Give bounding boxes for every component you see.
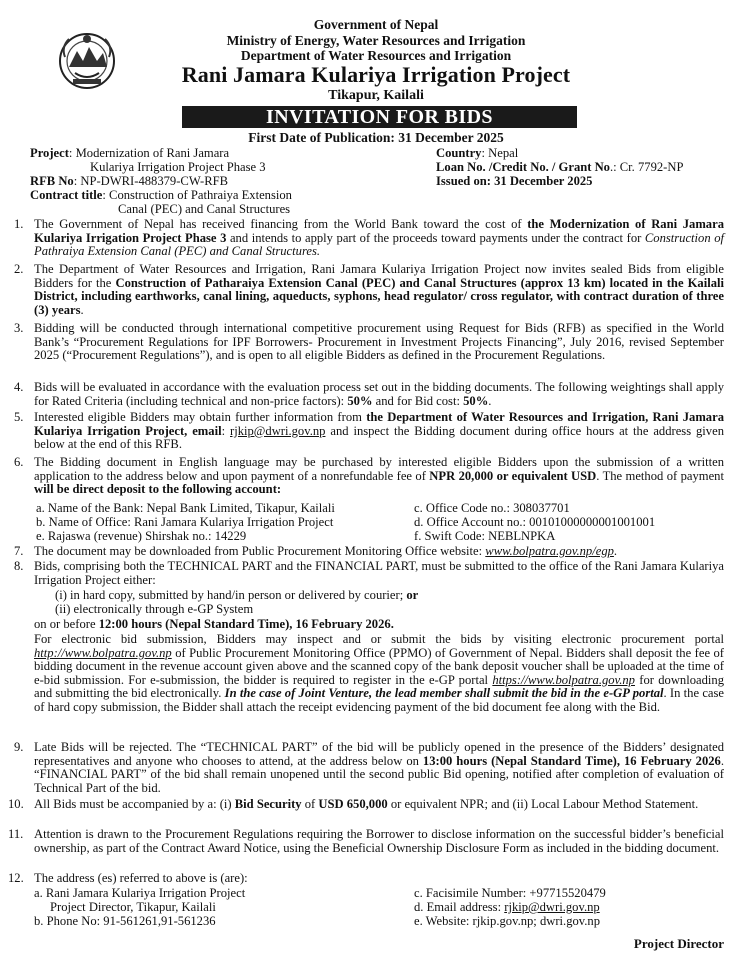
paragraph-9: Late Bids will be rejected. The “TECHNICAL PART” of the bid will be publicly opened in the presence of the Bidders’ designated representatives and anyone who chooses to attend, at the address below on 13:00 hours (Nepal Standard Time), 16 February 2026. “FINANCIAL PART” of the bid shall remain unopened until the second public Bid opening, notified after completion of evaluation of Technical Part of the bid. xyxy=(34,740,725,795)
office-name: b. Name of Office: Rani Jamara Kulariya Irrigation Project xyxy=(36,515,334,529)
p2-number: 2. xyxy=(14,262,24,276)
p10-number: 10. xyxy=(8,797,24,811)
p8-number: 8. xyxy=(14,559,24,573)
revenue-no: e. Rajaswa (revenue) Shirshak no.: 14229 xyxy=(36,529,247,543)
publication-date: First Date of Publication: 31 December 2025 xyxy=(248,130,504,145)
p1-number: 1. xyxy=(14,217,24,231)
paragraph-7: The document may be downloaded from Public Procurement Monitoring Office website: www.bolpatra.gov.np/egp. xyxy=(34,544,618,558)
p12-number: 12. xyxy=(8,871,24,885)
option-electronic: (ii) electronically through e-GP System xyxy=(55,602,254,616)
paragraph-10: All Bids must be accompanied by a: (i) Bid Security of USD 650,000 or equivalent NPR; and (ii) Local Labour Method Statement. xyxy=(34,797,699,811)
country-field: Country: Nepal xyxy=(436,146,519,160)
project-title: Rani Jamara Kulariya Irrigation Project xyxy=(181,62,571,87)
office-account: d. Office Account no.: 00101000000001001001 xyxy=(414,515,656,529)
issued-field: Issued on: 31 December 2025 xyxy=(436,174,593,188)
p3-number: 3. xyxy=(14,321,24,335)
p6-number: 6. xyxy=(14,455,24,469)
address-phone: b. Phone No: 91-561261,91-561236 xyxy=(34,914,216,928)
department-title: Department of Water Resources and Irrigation xyxy=(240,48,512,63)
bolpatra-https-link[interactable]: https://www.bolpatra.gov.np xyxy=(492,672,635,687)
ministry-title: Ministry of Energy, Water Resources and Irrigation xyxy=(226,33,526,48)
address-intro: The address (es) referred to above is (are): xyxy=(34,871,248,885)
paragraph-4: Bids will be evaluated in accordance with the evaluation process set out in the bidding documents. The following weightings shall apply for Rated Criteria (including technical and non-price factors): 50% and for Bid cost: 50%. xyxy=(34,380,724,408)
office-code: c. Office Code no.: 308037701 xyxy=(414,501,570,515)
location-title: Tikapur, Kailali xyxy=(328,88,424,103)
paragraph-11: Attention is drawn to the Procurement Regulations requiring the Borrower to disclose information on the successful bidder’s beneficial ownership, as part of the Contract Award Notice, using the Beneficial Ownership Disclosure Form as included in the bidding document. xyxy=(34,827,724,855)
paragraph-8: Bids, comprising both the TECHNICAL PART and the FINANCIAL PART, must be submitted to the office of the Rani Jamara Kulariya Irrigation Project either: xyxy=(34,559,724,587)
paragraph-1: The Government of Nepal has received financing from the World Bank toward the cost of the Modernization of Rani Jamara Kulariya Irrigation Project Phase 3 and intends to apply part of the proceeds toward payments under the contract for Construction of Pathraiya Extension Canal (PEC) and Canal Structures. xyxy=(34,217,725,259)
p5-number: 5. xyxy=(14,410,24,424)
deadline-line: on or before 12:00 hours (Nepal Standard Time), 16 February 2026. xyxy=(34,617,394,631)
contact-email-link[interactable]: rjkip@dwri.gov.np xyxy=(504,900,600,914)
rfb-field: RFB No: NP-DWRI-488379-CW-RFB xyxy=(30,174,229,188)
paragraph-6: The Bidding document in English language may be purchased by interested eligible Bidders upon the submission of a written application to the address below and upon payment of a nonrefundable fee of NPR 20,000 or equivalent USD. The method of payment will be direct deposit to the following account: xyxy=(34,455,724,497)
p11-number: 11. xyxy=(8,827,24,841)
bolpatra-egp-link[interactable]: www.bolpatra.gov.np/egp xyxy=(485,544,614,558)
gov-title: Government of Nepal xyxy=(313,17,439,32)
bolpatra-http-link[interactable]: http://www.bolpatra.gov.np xyxy=(34,645,172,660)
bank-name: a. Name of the Bank: Nepal Bank Limited, Tikapur, Kailali xyxy=(36,501,335,515)
project-field: Project: Modernization of Rani Jamara xyxy=(30,146,230,160)
loan-field: Loan No. /Credit No. / Grant No.: Cr. 7792-NP xyxy=(436,160,684,174)
paragraph-8-electronic: For electronic bid submission, Bidders may inspect and or submit the bids by visiting electronic procurement portal http://www.bolpatra.gov.np of Public Procurement Monitoring Office (PPMO) of Government of Nepal. Bidders shall deposit the fee of bidding document in the revenue account given above and the scanned copy of the bank deposit voucher shall be uploaded at the time of e-bid submission. For e-submission, the bidder is required to register in the e-GP portal https://www.bolpatra.gov.np for downloading and submitting the bid electronically. In the case of Joint Venture, the lead member shall submit the bid in the e-GP portal. In the case of hard copy submission, the Bidder shall attach the receipt evidencing payment of the bid document fee along with the Bid. xyxy=(34,632,724,714)
p4-number: 4. xyxy=(14,380,24,394)
address-fax: c. Facisimile Number: +97715520479 xyxy=(414,886,606,900)
address-email: d. Email address: rjkip@dwri.gov.np xyxy=(414,900,600,914)
project-field-cont: Kulariya Irrigation Project Phase 3 xyxy=(90,160,266,174)
option-hard-copy: (i) in hard copy, submitted by hand/in person or delivered by courier; or xyxy=(55,588,419,602)
signature-title: Project Director xyxy=(633,936,724,951)
invitation-banner: INVITATION FOR BIDS xyxy=(182,106,577,128)
address-director: Project Director, Tikapur, Kailali xyxy=(50,900,216,914)
paragraph-2: The Department of Water Resources and Irrigation, Rani Jamara Kulariya Irrigation Project now invites sealed Bids from eligible Bidders for the Construction of Patharaiya Extension Canal (PEC) and Canal Structures (approx 13 km) located in the Kailali District, including earthworks, canal lining, aqueducts, syphons, head regulator/ cross regulator, with contract duration of three (3) years. xyxy=(34,262,724,317)
contract-field-cont: Canal (PEC) and Canal Structures xyxy=(118,202,291,216)
address-project: a. Rani Jamara Kulariya Irrigation Project xyxy=(34,886,246,900)
paragraph-5: Interested eligible Bidders may obtain further information from the Department of Water Resources and Irrigation, Rani Jamara Kulariya Irrigation Project, email: rjkip@dwri.gov.np and inspect the Bidding document during office hours at the address given below at the end of this RFB. xyxy=(34,410,724,452)
email-link[interactable]: rjkip@dwri.gov.np xyxy=(230,423,326,438)
contract-field: Contract title: Construction of Pathraiya Extension xyxy=(30,188,292,202)
swift-code: f. Swift Code: NEBLNPKA xyxy=(414,529,556,543)
p7-number: 7. xyxy=(14,544,24,558)
address-website: e. Website: rjkip.gov.np; dwri.gov.np xyxy=(414,914,601,928)
p9-number: 9. xyxy=(14,740,24,754)
paragraph-3: Bidding will be conducted through international competitive procurement using Request for Bids (RFB) as specified in the World Bank’s “Procurement Regulations for IPF Borrowers- Procurement in Investment Projects Financing”, July 2016, revised September 2025 (“Procurement Regulations”), and is open to all eligible Bidders as defined in the Procurement Regulations. xyxy=(34,321,724,363)
